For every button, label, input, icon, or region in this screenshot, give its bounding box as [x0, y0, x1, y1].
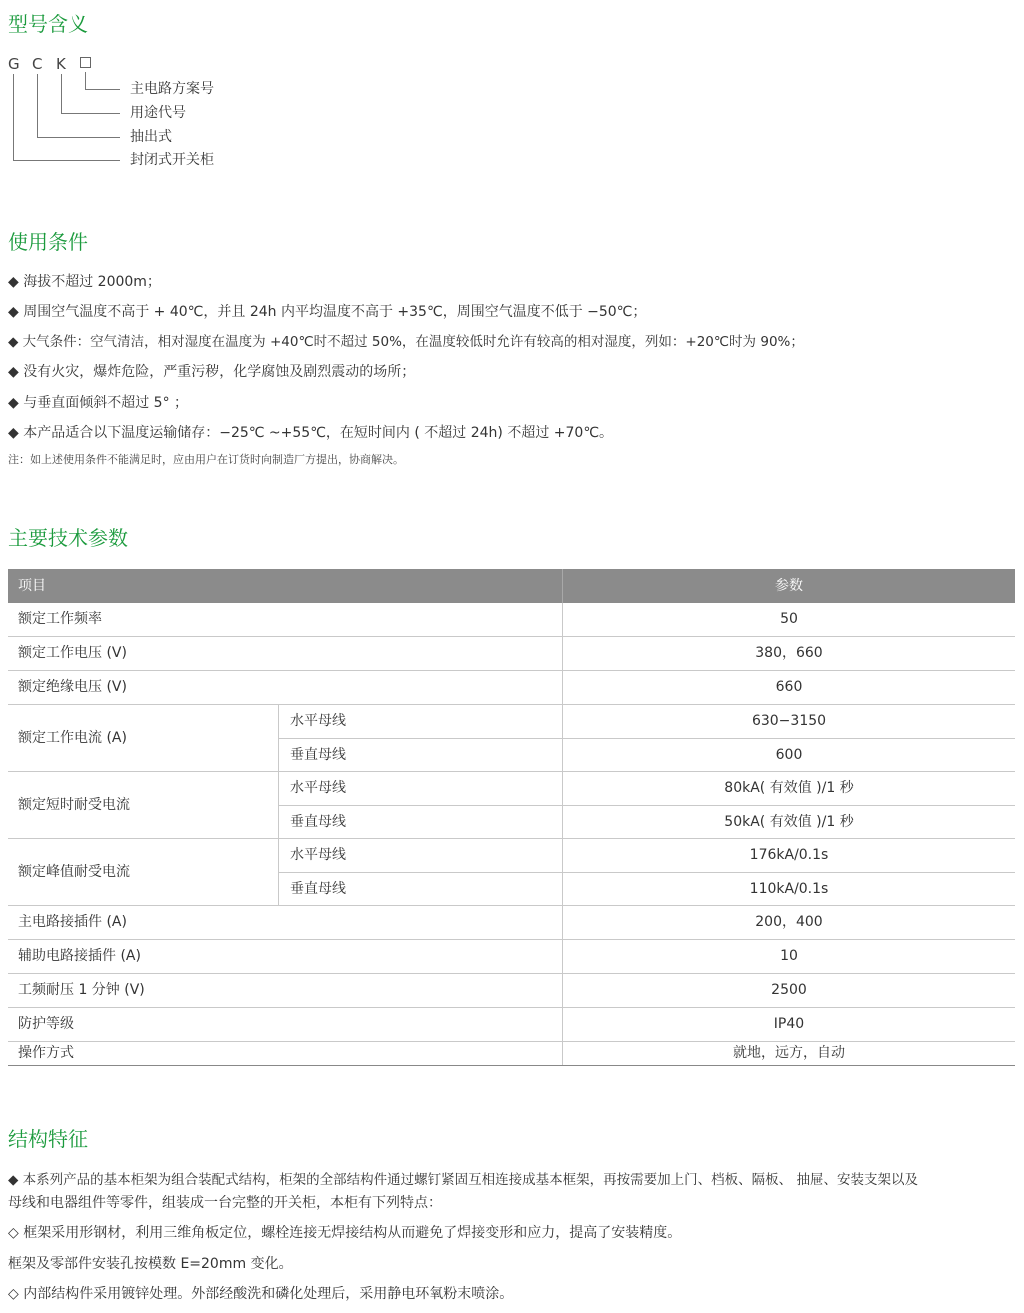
row-value: 80kA( 有效值 )/1 秒	[724, 780, 854, 796]
model-label-withdrawable: 抽出式	[130, 129, 172, 145]
row-value: 10	[780, 948, 798, 964]
row-item: 操作方式	[18, 1045, 74, 1061]
table-header-row	[8, 569, 1015, 603]
row-value: 110kA/0.1s	[749, 881, 829, 897]
conditions-note: 注：如上述使用条件不能满足时，应由用户在订货时向制造厂方提出，协商解决。	[8, 453, 404, 466]
row-item: 额定短时耐受电流	[18, 797, 130, 813]
header-divider	[562, 569, 563, 603]
row-value: 50	[780, 611, 798, 627]
row-item: 额定工作电压 (V)	[18, 645, 127, 661]
sub-row	[278, 806, 1015, 838]
connector-line	[13, 74, 120, 161]
sub-row-name: 水平母线	[290, 780, 346, 796]
structure-line: ◇ 内部结构件采用镀锌处理。外部经酸洗和磷化处理后，采用静电环氧粉末喷涂。	[8, 1286, 514, 1302]
row-value: 2500	[771, 982, 807, 998]
row-item: 额定工作频率	[18, 611, 102, 627]
condition-item: ◆ 周围空气温度不高于 + 40℃，并且 24h 内平均温度不高于 +35℃，周围空气温度不低于 −50℃；	[8, 304, 647, 320]
row-item: 辅助电路接插件 (A)	[18, 948, 141, 964]
sub-row	[278, 739, 1015, 771]
column-divider	[562, 603, 563, 1065]
model-letter-k: K	[56, 55, 66, 73]
row-value: IP40	[773, 1016, 805, 1032]
section-title-model: 型号含义	[8, 12, 88, 36]
row-value: 50kA( 有效值 )/1 秒	[724, 814, 854, 830]
model-label-usage: 用途代号	[130, 105, 186, 121]
table-group-row	[8, 839, 1015, 906]
condition-item: ◆ 没有火灾，爆炸危险，严重污秽，化学腐蚀及剧烈震动的场所；	[8, 364, 416, 380]
table-group-row	[8, 705, 1015, 772]
row-item: 额定峰值耐受电流	[18, 864, 130, 880]
sub-row	[278, 772, 1015, 806]
row-value: 200，400	[755, 914, 823, 930]
model-label-scheme: 主电路方案号	[130, 81, 214, 97]
row-value: 就地，远方，自动	[733, 1045, 845, 1061]
row-value: 660	[775, 679, 803, 695]
table-row	[8, 671, 1015, 705]
row-item: 主电路接插件 (A)	[18, 914, 127, 930]
model-scheme-box	[80, 57, 91, 68]
row-item: 防护等级	[18, 1016, 74, 1032]
table-row	[8, 974, 1015, 1008]
model-letter-c: C	[32, 55, 43, 73]
header-value: 参数	[775, 578, 803, 594]
row-item: 额定工作电流 (A)	[18, 730, 127, 746]
table-row	[8, 1008, 1015, 1042]
sub-row-name: 垂直母线	[290, 881, 346, 897]
row-value: 380，660	[755, 645, 823, 661]
table-row	[8, 940, 1015, 974]
condition-item: ◆ 与垂直面倾斜不超过 5° ；	[8, 395, 189, 411]
condition-item: ◆ 大气条件：空气清洁，相对湿度在温度为 +40℃时不超过 50%，在温度较低时允许有较高的相对湿度，列如：+20℃时为 90%；	[8, 334, 804, 350]
sub-row-name: 垂直母线	[290, 814, 346, 830]
sub-row	[278, 705, 1015, 739]
structure-line: 框架及零部件安装孔按模数 E=20mm 变化。	[8, 1256, 293, 1272]
header-item: 项目	[18, 578, 46, 594]
table-row	[8, 603, 1015, 637]
table-row	[8, 637, 1015, 671]
sub-row	[278, 873, 1015, 905]
section-title-conditions: 使用条件	[8, 230, 88, 254]
sub-row-name: 水平母线	[290, 847, 346, 863]
model-label-enclosed: 封闭式开关柜	[130, 152, 214, 168]
model-letter-g: G	[8, 55, 20, 73]
row-item: 工频耐压 1 分钟 (V)	[18, 982, 145, 998]
structure-line: ◇ 框架采用形钢材，利用三维角板定位，螺栓连接无焊接结构从而避免了焊接变形和应力，提高了安装精度。	[8, 1225, 682, 1241]
section-title-structure: 结构特征	[8, 1127, 88, 1151]
table-row	[8, 1042, 1015, 1066]
condition-item: ◆ 本产品适合以下温度运输储存：−25℃ ~+55℃，在短时间内 ( 不超过 24h) 不超过 +70℃。	[8, 425, 614, 441]
structure-line: ◆ 本系列产品的基本柜架为组合装配式结构，柜架的全部结构件通过螺钉紧固互相连接成基本框架，再按需要加上门、档板、隔板、 抽屉、安装支架以及	[8, 1172, 918, 1188]
section-title-params: 主要技术参数	[8, 526, 128, 550]
row-value: 630−3150	[751, 713, 827, 729]
sub-row-name: 水平母线	[290, 713, 346, 729]
row-value: 600	[775, 747, 803, 763]
table-group-row	[8, 772, 1015, 839]
row-value: 176kA/0.1s	[749, 847, 829, 863]
structure-line: 母线和电器组件等零件，组装成一台完整的开关柜，本柜有下列特点：	[8, 1195, 442, 1211]
table-row	[8, 906, 1015, 940]
condition-item: ◆ 海拔不超过 2000m；	[8, 274, 161, 290]
column-divider	[278, 705, 279, 905]
row-item: 额定绝缘电压 (V)	[18, 679, 127, 695]
sub-row-name: 垂直母线	[290, 747, 346, 763]
sub-row	[278, 839, 1015, 873]
